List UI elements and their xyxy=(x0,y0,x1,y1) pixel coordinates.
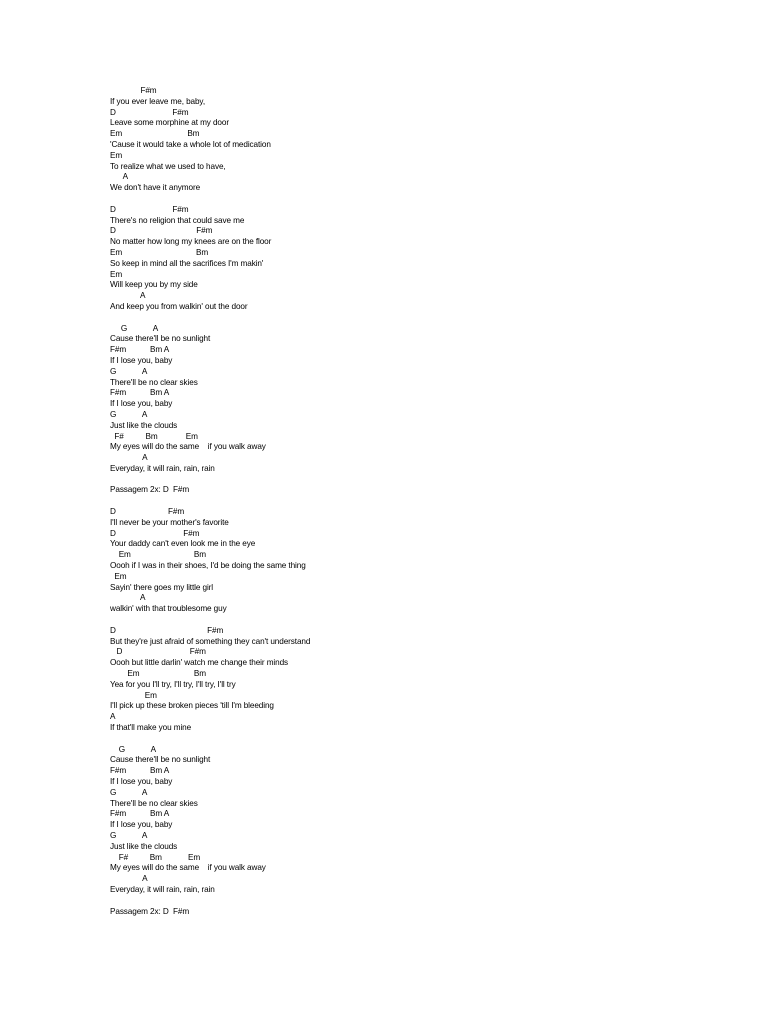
chord-line: D F#m xyxy=(110,528,200,538)
lyric-line: If I lose you, baby xyxy=(110,355,173,365)
lyric-line: Passagem 2x: D F#m xyxy=(110,906,190,916)
lyric-line: I'll pick up these broken pieces 'till I'm bleeding xyxy=(110,701,274,711)
chord-line: Em Bm xyxy=(110,550,206,560)
chord-line: A xyxy=(110,291,146,301)
blank-line xyxy=(110,313,750,324)
lyric-line: If I lose you, baby xyxy=(110,399,173,409)
chord-line: Em Bm xyxy=(110,247,209,257)
lyric-line: And keep you from walkin' out the door xyxy=(110,301,248,311)
lyric-line: There'll be no clear skies xyxy=(110,798,198,808)
lyric-line: But they're just afraid of something they can't understand xyxy=(110,636,311,646)
chord-line: D F#m xyxy=(110,647,206,657)
blank-line xyxy=(110,615,750,626)
chord-line: A xyxy=(110,712,116,722)
lyric-line: Your daddy can't even look me in the eye xyxy=(110,539,256,549)
chord-line: G A xyxy=(110,787,148,797)
chord-line: F#m Bm A xyxy=(110,766,170,776)
lyric-line: 'Cause it would take a whole lot of medication xyxy=(110,139,271,149)
lyric-line: Just like the clouds xyxy=(110,841,178,851)
chord-line: G A xyxy=(110,744,156,754)
chord-line: G A xyxy=(110,830,148,840)
chord-line: Em xyxy=(110,571,127,581)
chord-line: A xyxy=(110,593,146,603)
lyric-line: My eyes will do the same if you walk away xyxy=(110,442,266,452)
lyric-line: Passagem 2x: D F#m xyxy=(110,485,190,495)
chord-line: G A xyxy=(110,366,148,376)
chord-sheet xyxy=(110,86,750,917)
lyric-line: Just like the clouds xyxy=(110,420,178,430)
lyric-line: So keep in mind all the sacrifices I'm makin' xyxy=(110,258,264,268)
lyric-line: walkin' with that troublesome guy xyxy=(110,604,227,614)
chord-line: F#m Bm A xyxy=(110,809,170,819)
lyric-line: If I lose you, baby xyxy=(110,777,173,786)
chord-line: F# Bm Em xyxy=(110,852,201,862)
chord-line: D F#m xyxy=(110,204,189,214)
chord-line: F#m xyxy=(110,86,157,95)
chord-line: F#m Bm A xyxy=(110,345,170,355)
blank-line xyxy=(110,734,750,745)
chord-line: F#m Bm A xyxy=(110,388,170,398)
blank-line xyxy=(110,496,750,507)
lyric-line: Everyday, it will rain, rain, rain xyxy=(110,463,215,473)
lyric-line: Sayin' there goes my little girl xyxy=(110,582,214,592)
chord-line: Em xyxy=(110,690,157,700)
chord-line: Em Bm xyxy=(110,129,200,139)
chord-line: D F#m xyxy=(110,226,213,236)
blank-line xyxy=(110,475,750,486)
chord-line: G A xyxy=(110,323,159,333)
lyric-line: Oooh if I was in their shoes, I'd be doing the same thing xyxy=(110,561,306,571)
chord-line: F# Bm Em xyxy=(110,431,198,441)
lyric-line: Leave some morphine at my door xyxy=(110,118,229,128)
lyric-line: Will keep you by my side xyxy=(110,280,198,290)
blank-line xyxy=(110,194,750,205)
lyric-line: Cause there'll be no sunlight xyxy=(110,334,211,344)
chord-line: D F#m xyxy=(110,507,185,517)
lyric-line: Cause there'll be no sunlight xyxy=(110,755,211,765)
lyric-line: My eyes will do the same if you walk away xyxy=(110,863,266,873)
lyric-line: Oooh but little darlin' watch me change their minds xyxy=(110,658,289,668)
lyric-line: If I lose you, baby xyxy=(110,820,173,830)
lyric-line: We don't have it anymore xyxy=(110,183,201,193)
chord-line: Em Bm xyxy=(110,669,206,679)
lyric-line: If you ever leave me, baby, xyxy=(110,96,205,106)
lyric-line: There'll be no clear skies xyxy=(110,377,198,387)
blank-line xyxy=(110,896,750,907)
lyric-line: Everyday, it will rain, rain, rain xyxy=(110,884,215,894)
lyric-line: If that'll make you mine xyxy=(110,723,192,733)
chord-line: G A xyxy=(110,409,148,419)
chord-line: Em xyxy=(110,150,123,160)
chord-line: A xyxy=(110,172,128,182)
chord-line: D F#m xyxy=(110,625,224,635)
lyric-line: I'll never be your mother's favorite xyxy=(110,517,229,527)
chord-line: A xyxy=(110,874,148,884)
lyric-line: Yea for you I'll try, I'll try, I'll try, I'll try xyxy=(110,679,236,689)
chord-line: D F#m xyxy=(110,107,189,117)
chord-line: Em xyxy=(110,269,123,279)
chord-line: A xyxy=(110,453,148,463)
lyric-line: To realize what we used to have, xyxy=(110,161,226,171)
lyric-line: No matter how long my knees are on the floor xyxy=(110,237,272,247)
lyric-line: There's no religion that could save me xyxy=(110,215,245,225)
